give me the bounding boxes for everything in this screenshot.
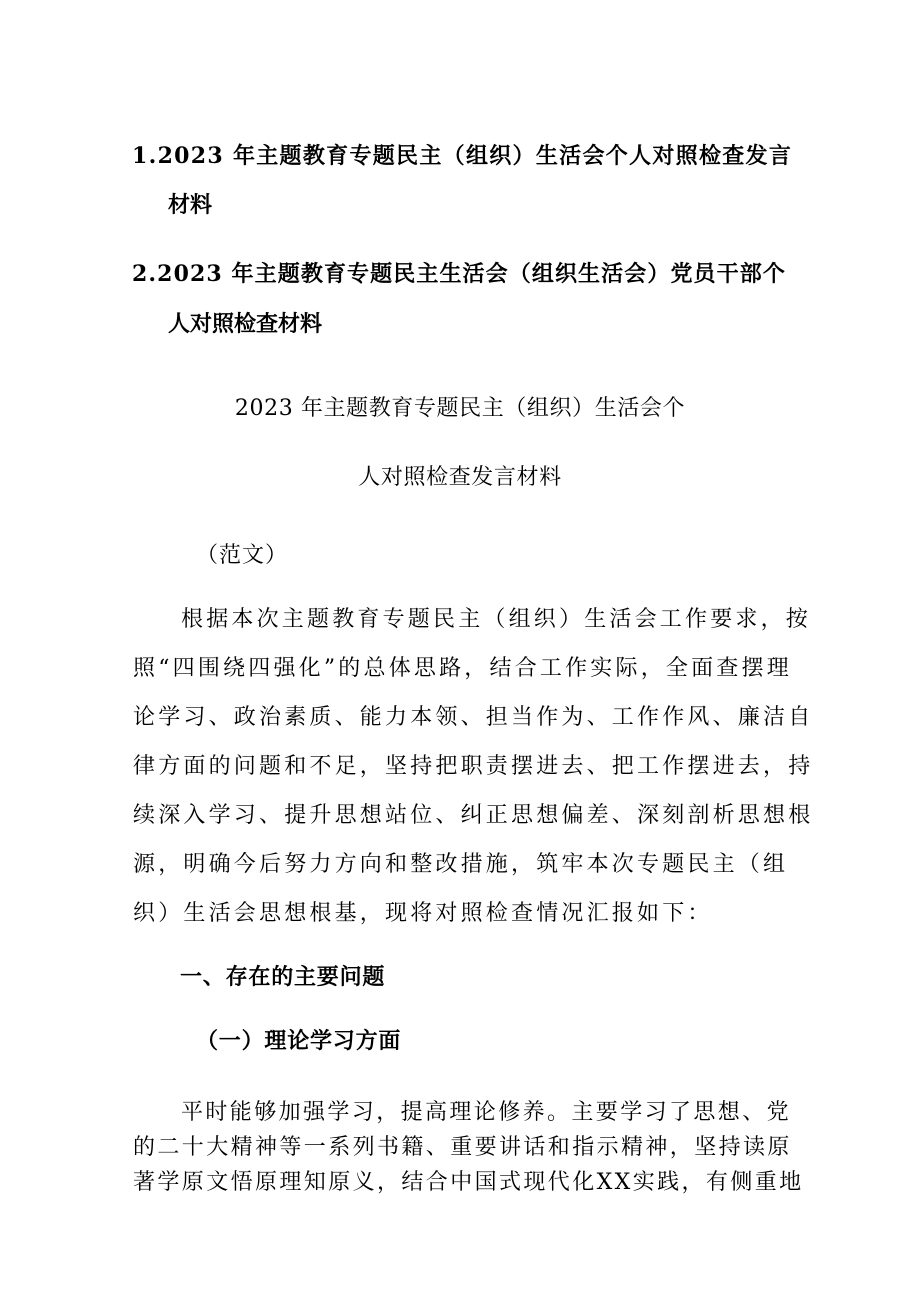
toc-item-2-line-2: 人对照检查材料 bbox=[168, 311, 323, 337]
intro-paragraph bbox=[133, 605, 814, 948]
document-title-line-2: 人对照检查发言材料 bbox=[358, 465, 562, 490]
intro-line: 源，明确今后努力方向和整改措施，筑牢本次专题民主（组 bbox=[133, 852, 789, 877]
body-paragraph bbox=[133, 1098, 804, 1203]
document-subtitle: （范文） bbox=[196, 543, 289, 568]
toc-item-1-line-1: 1.2023 年主题教育专题民主（组织）生活会个人对照检查发言 bbox=[132, 143, 793, 169]
body-line: 平时能够加强学习，提高理论修养。主要学习了思想、党 bbox=[181, 1100, 792, 1125]
intro-line: 织）生活会思想根基，现将对照检查情况汇报如下： bbox=[133, 901, 713, 926]
body-line: 著学原文悟原理知原义，结合中国式现代化XX实践，有侧重地 bbox=[133, 1170, 804, 1195]
intro-line: 论学习、政治素质、能力本领、担当作为、工作作风、廉洁自 bbox=[133, 705, 814, 730]
toc-item-2-line-1: 2.2023 年主题教育专题民主生活会（组织生活会）党员干部个 bbox=[132, 261, 786, 287]
section-heading: 一、存在的主要问题 bbox=[180, 964, 386, 990]
body-line: 的二十大精神等一系列书籍、重要讲话和指示精神，坚持读原 bbox=[133, 1135, 792, 1160]
intro-line: 律方面的问题和不足，坚持把职责摆进去、把工作摆进去，持 bbox=[133, 754, 814, 779]
subsection-heading: （一）理论学习方面 bbox=[196, 1028, 402, 1054]
intro-line: 根据本次主题教育专题民主（组织）生活会工作要求，按 bbox=[181, 607, 812, 632]
intro-line: 续深入学习、提升思想站位、纠正思想偏差、深刻剖析思想根 bbox=[133, 803, 814, 828]
document-title-line-1: 2023 年主题教育专题民主（组织）生活会个 bbox=[234, 396, 686, 421]
toc-item-1-line-2: 材料 bbox=[168, 192, 213, 218]
intro-line: 照“四围绕四强化”的总体思路，结合工作实际，全面查摆理 bbox=[133, 656, 792, 681]
